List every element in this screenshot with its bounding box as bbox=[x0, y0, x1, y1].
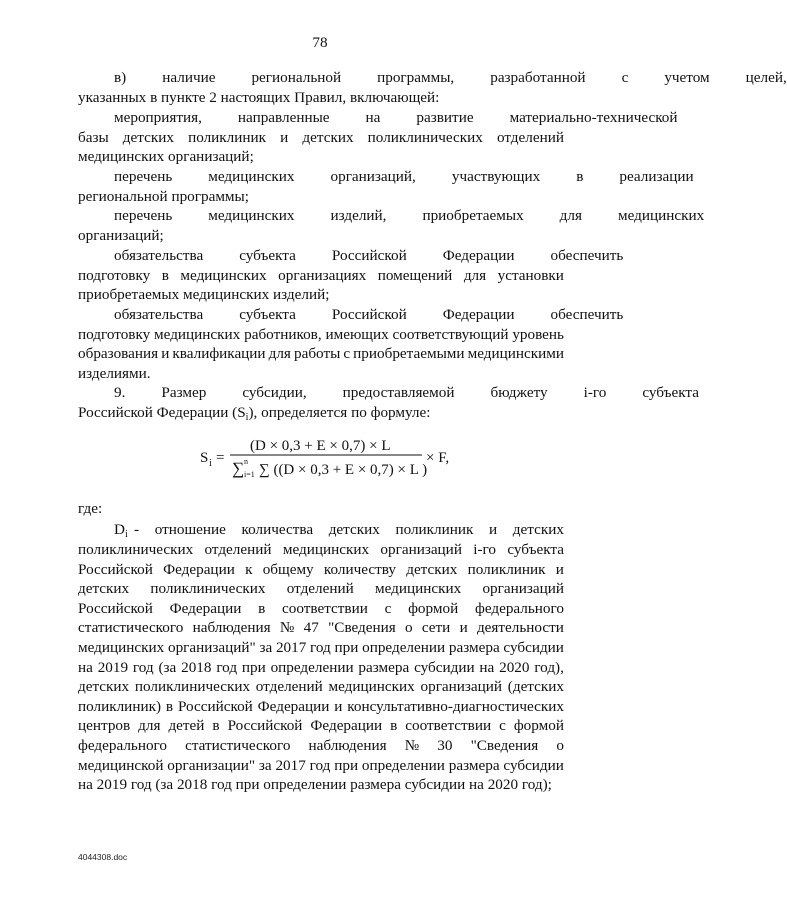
text-line: - отношение количества детских поликлиник и детских bbox=[134, 521, 564, 538]
text-line: федерального статистического наблюдения № 30 "Сведения о bbox=[78, 736, 564, 754]
text-line: детских поликлинических отделений медицинских организаций bbox=[78, 580, 564, 598]
definition-body bbox=[78, 540, 564, 795]
text-line: в) наличие региональной программы, разработанной с учетом целей, bbox=[114, 69, 787, 86]
text-line: Российской Федерации $(S_i)$, определяется по формуле: bbox=[78, 403, 431, 423]
text-line: поликлиник) в Российской Федерации и консультативно-диагностических bbox=[78, 697, 564, 715]
text-line: изделиями. bbox=[78, 364, 151, 382]
paragraph-v bbox=[78, 68, 787, 107]
formula-lhs-sub: i bbox=[209, 458, 212, 469]
text-line: организаций; bbox=[78, 226, 164, 244]
paragraph-9 bbox=[78, 383, 699, 423]
svg-text:=: = bbox=[216, 450, 225, 466]
text-line: указанных в пункте 2 настоящих Правил, включающей: bbox=[78, 88, 440, 106]
text-line: приобретаемых медицинских изделий; bbox=[78, 286, 330, 304]
text-line: базы детских поликлиник и детских поликлинических отделений bbox=[78, 128, 564, 146]
text-line: перечень медицинских изделий, приобретаемых для медицинских bbox=[114, 207, 705, 224]
text-line: перечень медицинских организаций, участвующих в реализации bbox=[114, 168, 694, 185]
page-number: 78 bbox=[312, 34, 328, 51]
text-line: медицинских организаций" за 2017 год при определении размера субсидии bbox=[78, 638, 564, 656]
file-footer: 4044308.doc bbox=[78, 852, 128, 862]
text-line: подготовку медицинских работников, имеющих соответствующий уровень bbox=[78, 325, 564, 343]
text-line: на 2019 год (за 2018 год при определении размера субсидии на 2020 год), bbox=[78, 658, 564, 676]
list-item bbox=[78, 206, 705, 245]
text-line: медицинской организации" за 2017 год при определении размера субсидии bbox=[78, 756, 564, 774]
where-label-block bbox=[78, 499, 564, 519]
text-line: детских поликлинических отделений медицинских организаций (детских bbox=[78, 678, 564, 696]
text-line: обязательства субъекта Российской Федерации обеспечить bbox=[114, 247, 624, 264]
formula-tail: × F, bbox=[426, 450, 450, 466]
text-line: статистического наблюдения № 47 "Сведения о сети и деятельности bbox=[78, 619, 564, 637]
sum-sign: ∑ bbox=[232, 459, 245, 478]
text-line: центров для детей в Российской Федерации в соответствии с формой bbox=[78, 717, 564, 735]
formula-lhs: S bbox=[200, 450, 209, 466]
definition-term: $D_i$ bbox=[114, 521, 128, 540]
text-line: Российской Федерации в соответствии с формой федерального bbox=[78, 599, 564, 617]
list-item bbox=[78, 305, 624, 383]
text-line: 9. Размер субсидии, предоставляемой бюджету i-го субъекта bbox=[114, 384, 699, 401]
subsidy-formula bbox=[200, 433, 460, 481]
where-label: где: bbox=[78, 500, 103, 517]
sum-upper: n bbox=[244, 457, 248, 466]
formula-denominator: ∑ ((D × 0,3 + E × 0,7) × L ) bbox=[259, 462, 428, 478]
text-line: региональной программы; bbox=[78, 187, 249, 205]
sum-lower: i=1 bbox=[244, 470, 255, 479]
text-line: подготовку в медицинских организациях помещений для установки bbox=[78, 266, 564, 284]
list-item bbox=[78, 246, 624, 305]
text-line: медицинских организаций; bbox=[78, 148, 254, 166]
text-line: обязательства субъекта Российской Федерации обеспечить bbox=[114, 306, 624, 323]
list-item bbox=[78, 167, 694, 206]
text-line: поликлинических отделений медицинских организаций i-го субъекта bbox=[78, 541, 564, 558]
definition-first-line bbox=[134, 520, 564, 540]
text-line: на 2019 год (за 2018 год при определении размера субсидии на 2020 год); bbox=[78, 776, 552, 794]
text-line: образования и квалификации для работы с приобретаемыми медицинскими bbox=[78, 345, 564, 363]
list-item bbox=[78, 108, 678, 167]
text-line: мероприятия, направленные на развитие материально-технической bbox=[114, 109, 678, 126]
text-line: Российской Федерации к общему количеству детских поликлиник и bbox=[78, 560, 564, 578]
formula-numerator: (D × 0,3 + E × 0,7) × L bbox=[250, 438, 391, 454]
